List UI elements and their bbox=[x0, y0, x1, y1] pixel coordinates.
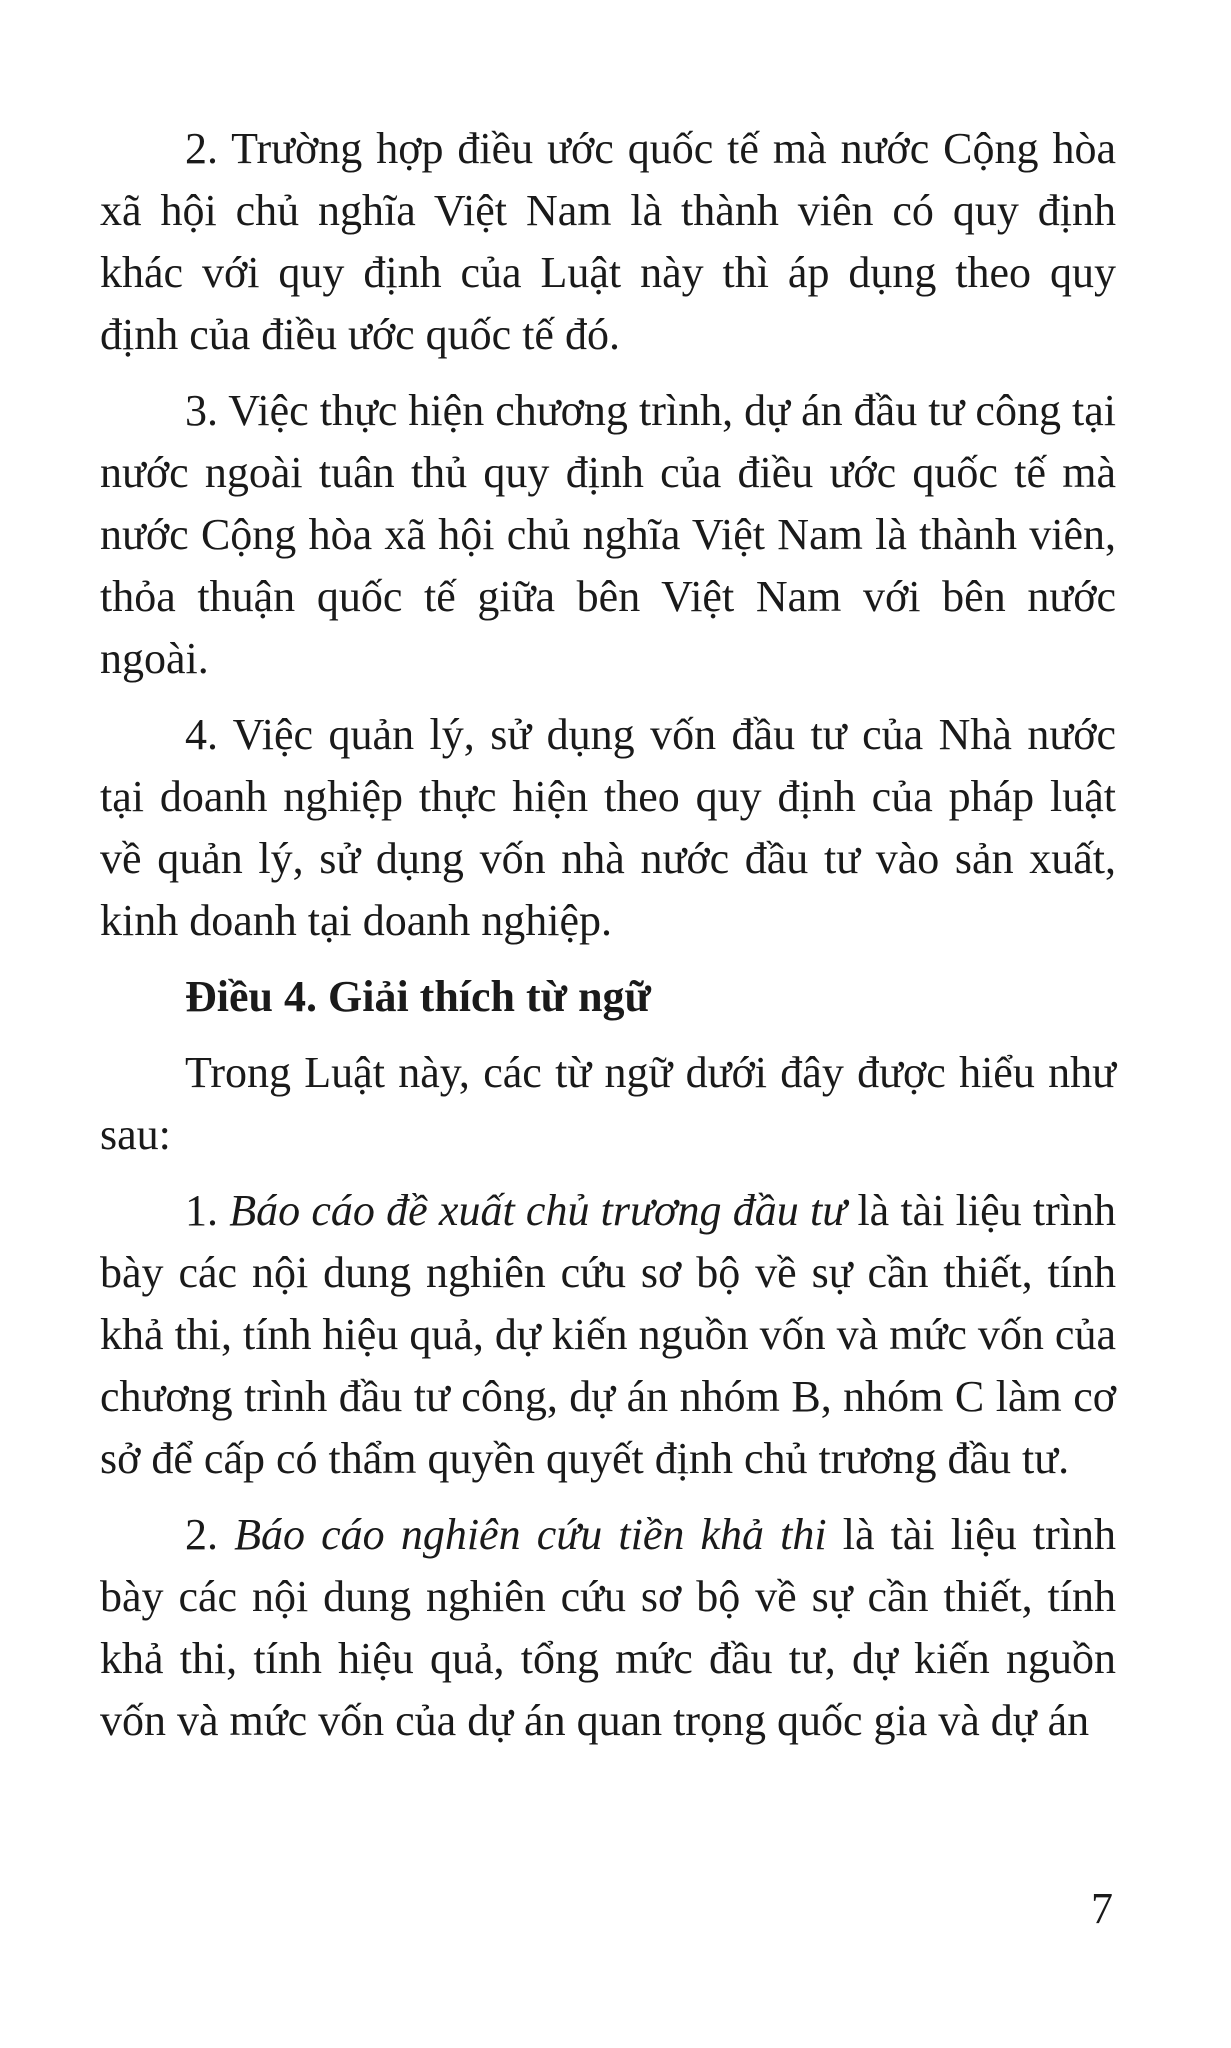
definition-1 bbox=[100, 1180, 1116, 1490]
definition-1-term: Báo cáo đề xuất chủ trương đầu tư bbox=[229, 1186, 847, 1235]
definition-2-text: là tài liệu trình bày các nội dung nghiên cứu sơ bộ về sự cần thiết, tính khả thi, tính hiệu quả, tổng mức đầu tư, dự kiến nguồn vốn và mức vốn của dự án quan trọng quốc gia và dự án bbox=[100, 1510, 1116, 1745]
page-number: 7 bbox=[1091, 1884, 1113, 1933]
paragraph-clause-3: 3. Việc thực hiện chương trình, dự án đầu tư công tại nước ngoài tuân thủ quy định của điều ước quốc tế mà nước Cộng hòa xã hội chủ nghĩa Việt Nam là thành viên, thỏa thuận quốc tế giữa bên Việt Nam với bên nước ngoài. bbox=[100, 386, 1116, 683]
definition-2 bbox=[100, 1504, 1116, 1752]
definition-2-number: 2. bbox=[185, 1510, 235, 1559]
definition-1-number: 1. bbox=[185, 1186, 230, 1235]
paragraph-clause-2: 2. Trường hợp điều ước quốc tế mà nước Cộng hòa xã hội chủ nghĩa Việt Nam là thành viên có quy định khác với quy định của Luật này thì áp dụng theo quy định của điều ước quốc tế đó. bbox=[100, 124, 1116, 359]
paragraph-clause-4: 4. Việc quản lý, sử dụng vốn đầu tư của Nhà nước tại doanh nghiệp thực hiện theo quy định của pháp luật về quản lý, sử dụng vốn nhà nước đầu tư vào sản xuất, kinh doanh tại doanh nghiệp. bbox=[100, 710, 1116, 945]
document-page bbox=[100, 118, 1116, 1766]
definition-1-text: là tài liệu trình bày các nội dung nghiên cứu sơ bộ về sự cần thiết, tính khả thi, tính hiệu quả, dự kiến nguồn vốn và mức vốn của chương trình đầu tư công, dự án nhóm B, nhóm C làm cơ sở để cấp có thẩm quyền quyết định chủ trương đầu tư. bbox=[100, 1186, 1116, 1483]
article-intro: Trong Luật này, các từ ngữ dưới đây được hiểu như sau: bbox=[100, 1048, 1116, 1159]
article-heading: Điều 4. Giải thích từ ngữ bbox=[185, 972, 651, 1021]
definition-2-term: Báo cáo nghiên cứu tiền khả thi bbox=[234, 1510, 827, 1559]
